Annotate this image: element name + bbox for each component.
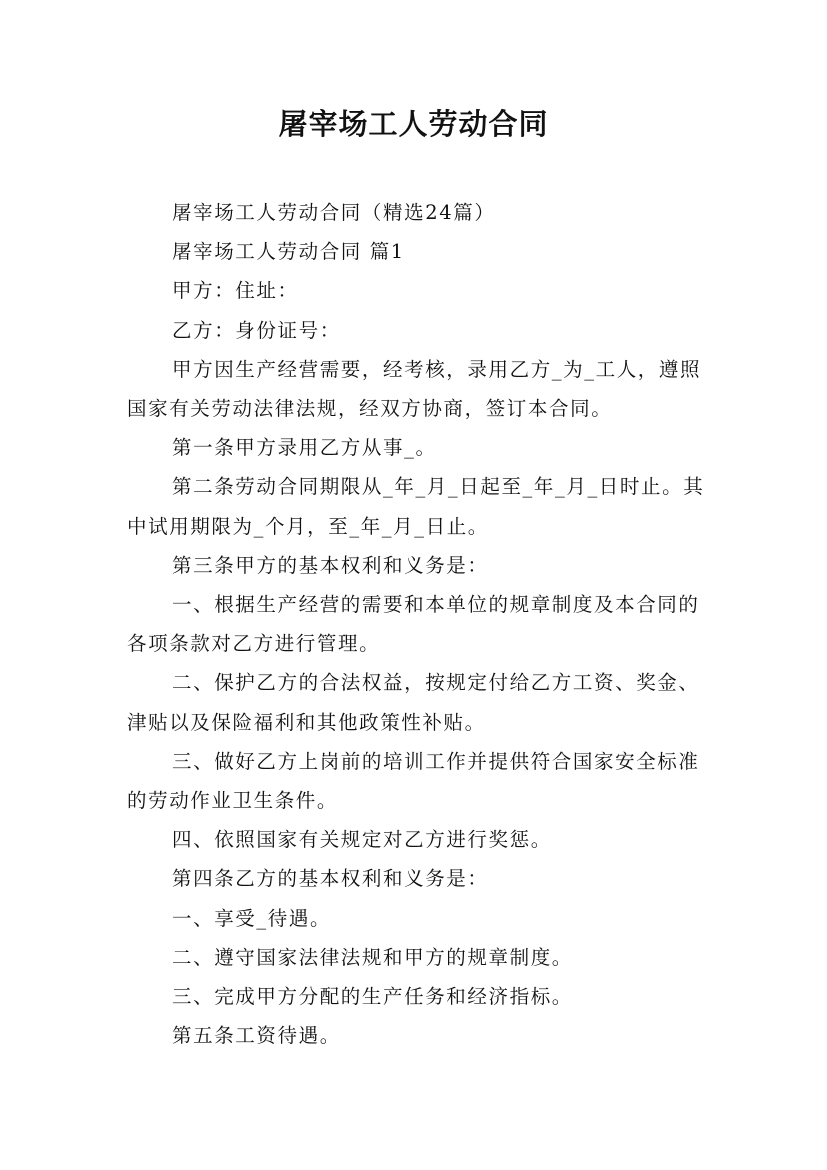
document-title: 屠宰场工人劳动合同	[278, 107, 549, 141]
paragraph-article-3: 第三条甲方的基本权利和义务是：	[172, 553, 489, 577]
paragraph-section-heading: 屠宰场工人劳动合同 篇1	[172, 240, 405, 264]
paragraph-article-3-item-1: 一、根据生产经营的需要和本单位的规章制度及本合同的各项条款对乙方进行管理。	[127, 593, 700, 656]
paragraph-article-2: 第二条劳动合同期限从_年_月_日起至_年_月_日时止。其中试用期限为_个月，至_年_月_日止。	[127, 475, 705, 538]
paragraph-article-3-item-3: 三、做好乙方上岗前的培训工作并提供符合国家安全标准的劳动作业卫生条件。	[127, 749, 700, 813]
paragraph-article-4-item-2: 二、遵守国家法律法规和甲方的规章制度。	[172, 945, 573, 969]
paragraph-article-5: 第五条工资待遇。	[172, 1024, 341, 1048]
document-body	[127, 193, 711, 1055]
paragraph-article-3-item-4: 四、依照国家有关规定对乙方进行奖惩。	[172, 828, 552, 852]
paragraph-article-3-item-2: 二、保护乙方的合法权益，按规定付给乙方工资、奖金、津贴以及保险福利和其他政策性补贴。	[127, 671, 700, 734]
paragraph-party-a: 甲方：住址：	[172, 279, 299, 303]
paragraph-party-b: 乙方：身份证号：	[172, 318, 341, 342]
paragraph-subtitle: 屠宰场工人劳动合同（精选24篇）	[172, 201, 496, 224]
paragraph-article-4-item-1: 一、享受_待遇。	[172, 906, 332, 930]
paragraph-article-4-item-3: 三、完成甲方分配的生产任务和经济指标。	[172, 985, 573, 1009]
paragraph-preamble: 甲方因生产经营需要，经考核，录用乙方_为_工人，遵照国家有关劳动法律法规，经双方协商，签订本合同。	[127, 357, 702, 421]
paragraph-article-4: 第四条乙方的基本权利和义务是：	[172, 867, 489, 891]
paragraph-article-1: 第一条甲方录用乙方从事_。	[172, 436, 437, 460]
